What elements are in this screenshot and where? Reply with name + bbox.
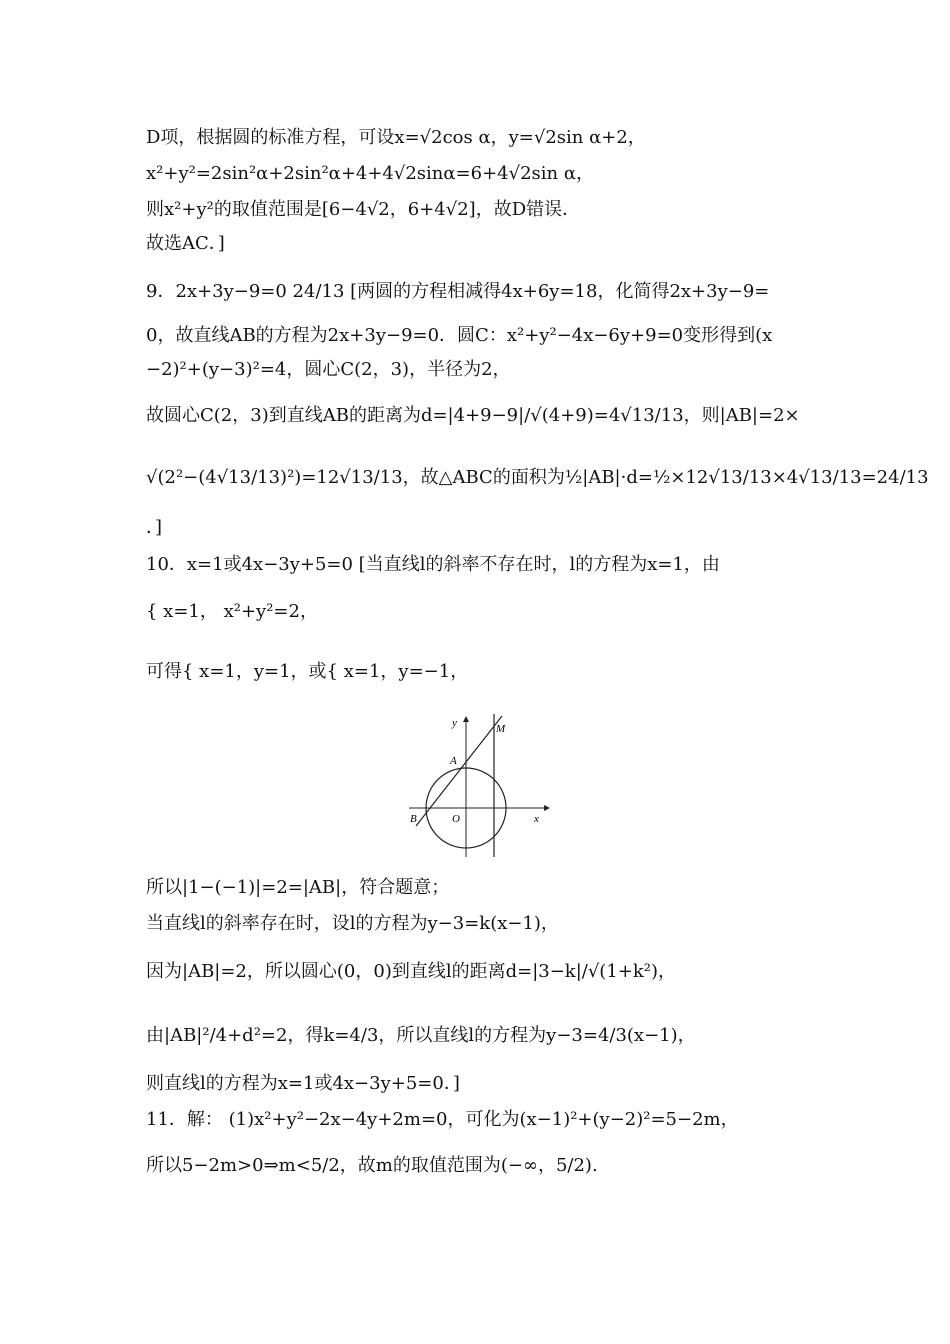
- text-line: 可得{ x=1，y=1，或{ x=1，y=−1，: [146, 661, 469, 682]
- text-line: x²+y²=2sin²α+2sin²α+4+4√2sinα=6+4√2sin α，: [146, 163, 595, 184]
- text-line: 9．2x+3y−9=0 24/13 [两圆的方程相减得4x+6y=18，化简得2x+3y−9=: [146, 281, 770, 302]
- y-axis-arrow: [463, 716, 469, 722]
- text-line: 11．解： (1)x²+y²−2x−4y+2m=0，可化为(x−1)²+(y−2)²=5−2m，: [146, 1109, 739, 1130]
- text-line: √(2²−(4√13/13)²)=12√13/13，故△ABC的面积为½|AB|·d=½×12√13/13×4√13/13=24/13: [146, 467, 929, 488]
- point-a-label: A: [450, 755, 457, 767]
- circle-line-figure: [404, 712, 554, 862]
- text-line: D项，根据圆的标准方程，可设x=√2cos α，y=√2sin α+2，: [146, 127, 646, 148]
- text-line: 所以5−2m>0⇒m<5/2，故m的取值范围为(−∞，5/2).: [146, 1155, 598, 1176]
- x-axis-label: x: [534, 813, 539, 825]
- text-line: 10．x=1或4x−3y+5=0 [当直线l的斜率不存在时，l的方程为x=1，由: [146, 554, 720, 575]
- x-axis-arrow: [544, 805, 550, 811]
- text-line: 则直线l的方程为x=1或4x−3y+5=0．]: [146, 1073, 460, 1094]
- text-line: −2)²+(y−3)²=4，圆心C(2，3)，半径为2，: [146, 359, 511, 380]
- text-line: ．]: [146, 517, 163, 538]
- line-l: [416, 716, 502, 826]
- text-line: 0，故直线AB的方程为2x+3y−9=0．圆C：x²+y²−4x−6y+9=0变形得到(x: [146, 325, 773, 346]
- text-line: { x=1， x²+y²=2，: [146, 601, 318, 622]
- point-m-label: M: [496, 723, 506, 735]
- text-line: 故选AC．]: [146, 233, 225, 254]
- origin-label: O: [452, 813, 460, 825]
- text-line: 则x²+y²的取值范围是[6−4√2，6+4√2]，故D错误．: [146, 199, 581, 220]
- y-axis-label: y: [452, 717, 457, 729]
- text-line: 故圆心C(2，3)到直线AB的距离为d=|4+9−9|/√(4+9)=4√13/13，则|AB|=2×: [146, 405, 800, 426]
- text-line: 所以|1−(−1)|=2=|AB|，符合题意；: [146, 877, 450, 898]
- text-line: 由|AB|²/4+d²=2，得k=4/3，所以直线l的方程为y−3=4/3(x−1)，: [146, 1025, 696, 1046]
- point-b-label: B: [410, 813, 417, 825]
- text-line: 当直线l的斜率存在时，设l的方程为y−3=k(x−1)，: [146, 913, 559, 934]
- text-line: 因为|AB|=2，所以圆心(0，0)到直线l的距离d=|3−k|/√(1+k²)，: [146, 961, 677, 982]
